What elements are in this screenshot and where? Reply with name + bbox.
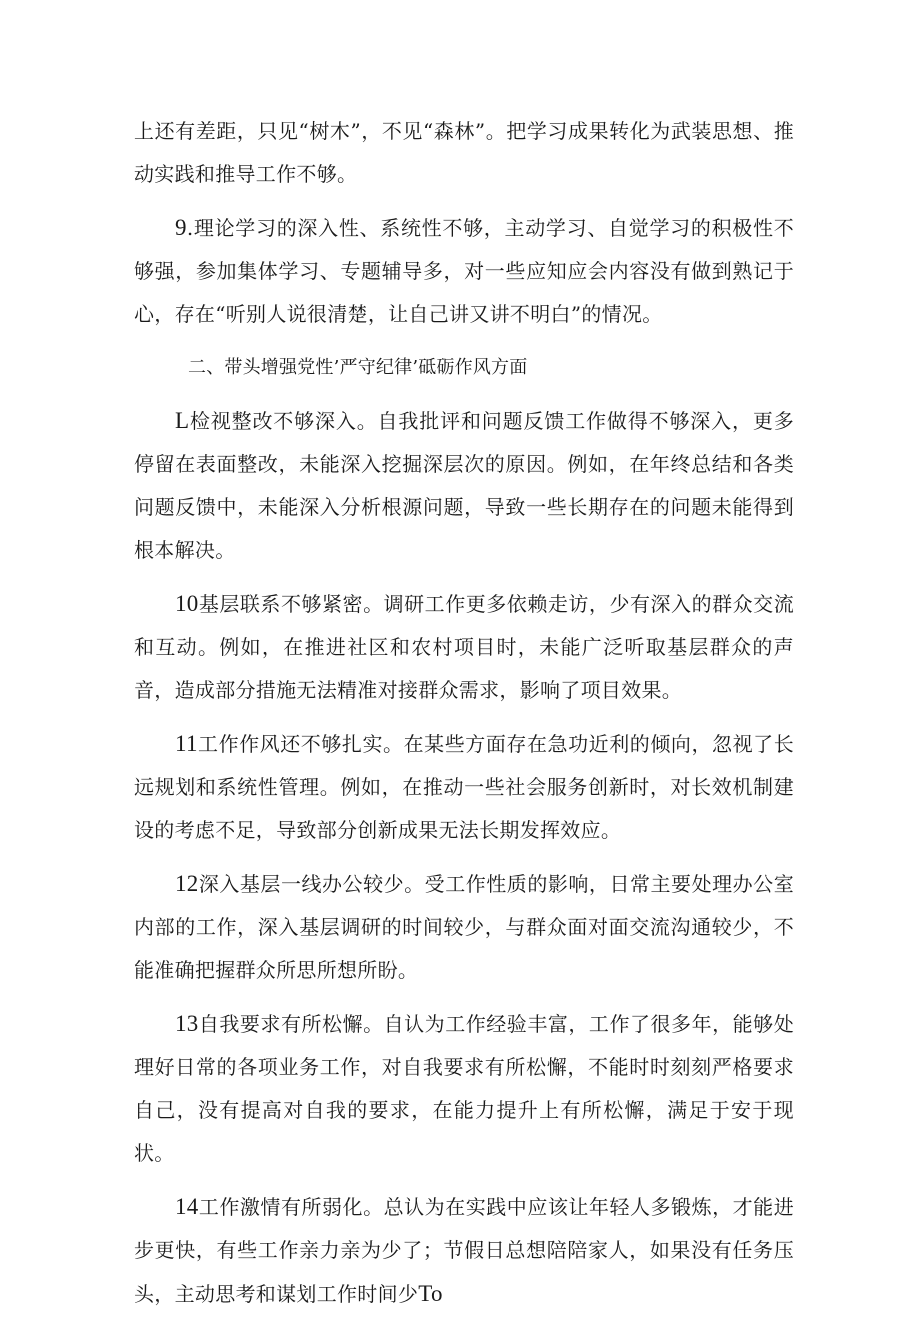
item-number: 11 bbox=[175, 731, 198, 756]
paragraph-item-11 bbox=[134, 722, 794, 852]
paragraph-text: 深入基层一线办公较少。受工作性质的影响，日常主要处理办公室内部的工作，深入基层调研的时间较少，与群众面对面交流沟通较少，不能准确把握群众所思所想所盼。 bbox=[134, 872, 794, 982]
item-number: 13 bbox=[175, 1011, 199, 1036]
item-number: 10 bbox=[175, 591, 199, 616]
paragraph-item-13 bbox=[134, 1002, 794, 1175]
paragraph-text: 工作激情有所弱化。总认为在实践中应该让年轻人多锻炼，才能进步更快，有些工作亲力亲为少了；节假日总想陪陪家人，如果没有任务压头，主动思考和谋划工作时间少 bbox=[134, 1195, 794, 1306]
item-number: 14 bbox=[175, 1194, 199, 1219]
paragraph-item-12 bbox=[134, 862, 794, 992]
item-number: 9 bbox=[175, 215, 187, 240]
paragraph-text: 基层联系不够紧密。调研工作更多依赖走访，少有深入的群众交流和互动。例如，在推进社区和农村项目时，未能广泛听取基层群众的声音，造成部分措施无法精准对接群众需求，影响了项目效果。 bbox=[134, 592, 794, 702]
paragraph-item-10 bbox=[134, 582, 794, 712]
paragraph-item-14 bbox=[134, 1185, 794, 1316]
paragraph-text: 工作作风还不够扎实。在某些方面存在急功近利的倾向，忽视了长远规划和系统性管理。例如，在推动一些社会服务创新时，对长效机制建设的考虑不足，导致部分创新成果无法长期发挥效应。 bbox=[134, 732, 794, 842]
item-number: L bbox=[175, 408, 190, 433]
paragraph-text: 自我要求有所松懈。自认为工作经验丰富，工作了很多年，能够处理好日常的各项业务工作，对自我要求有所松懈，不能时时刻刻严格要求自己，没有提高对自我的要求，在能力提升上有所松懈，满足于安于现状。 bbox=[134, 1012, 794, 1165]
trailing-text: To bbox=[418, 1281, 443, 1306]
paragraph-item-9 bbox=[134, 206, 794, 336]
paragraph-text: .理论学习的深入性、系统性不够，主动学习、自觉学习的积极性不够强，参加集体学习、专题辅导多，对一些应知应会内容没有做到熟记于心，存在“听别人说很清楚，让自己讲又讲不明白”的情况。 bbox=[134, 216, 794, 326]
paragraph-text: 检视整改不够深入。自我批评和问题反馈工作做得不够深入，更多停留在表面整改，未能深入挖掘深层次的原因。例如，在年终总结和各类问题反馈中，未能深入分析根源问题，导致一些长期存在的问题未能得到根本解决。 bbox=[134, 409, 794, 562]
document-body bbox=[134, 110, 794, 1326]
section-heading: 二、带头增强党性’严守纪律’砥砺作风方面 bbox=[188, 357, 528, 378]
paragraph-text: 上还有差距，只见“树木”，不见“森林”。把学习成果转化为武装思想、推动实践和推导工作不够。 bbox=[134, 119, 794, 186]
item-number: 12 bbox=[175, 871, 199, 896]
paragraph-continuation bbox=[134, 110, 794, 196]
paragraph-item-l bbox=[134, 399, 794, 572]
